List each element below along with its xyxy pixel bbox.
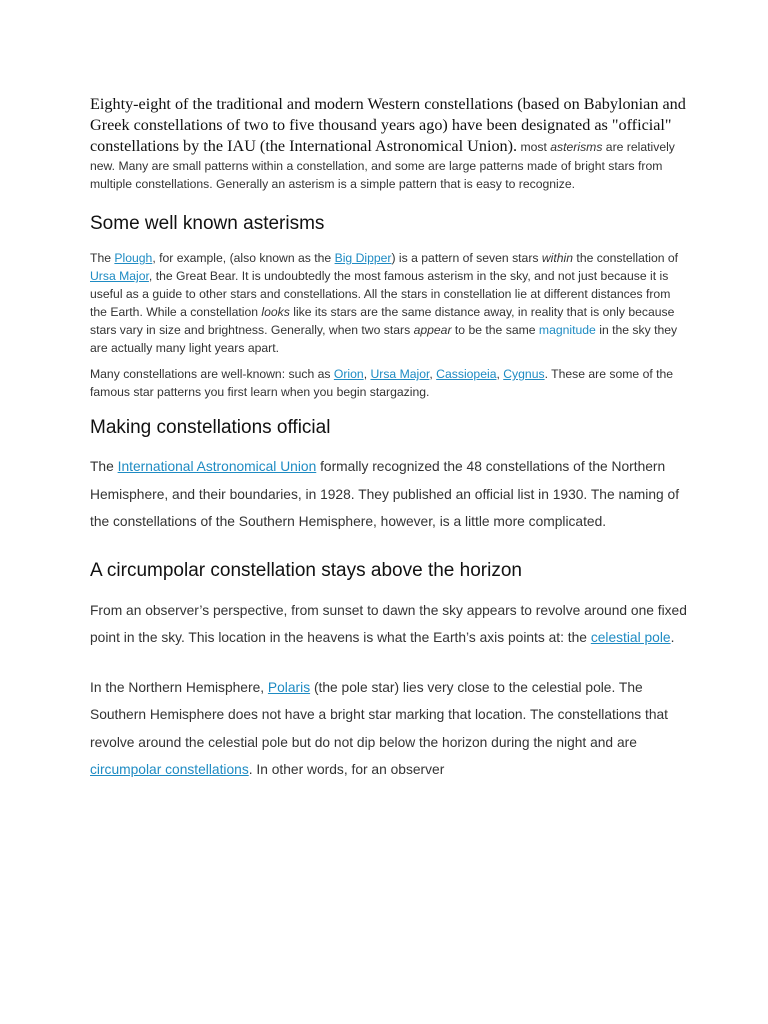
heading-circumpolar: A circumpolar constellation stays above the horizon xyxy=(90,559,522,581)
link-orion[interactable]: Orion xyxy=(333,367,364,381)
link-iau[interactable]: International Astronomical Union xyxy=(117,459,317,474)
text-run: , xyxy=(429,367,437,381)
intro-text: most xyxy=(517,140,551,154)
emphasis-within: within xyxy=(541,251,574,265)
magnitude-term: magnitude xyxy=(538,323,596,337)
link-plough[interactable]: Plough xyxy=(114,251,153,265)
famous-constellations-paragraph xyxy=(90,365,690,401)
emphasis-looks: looks xyxy=(261,305,290,319)
text-run: (the pole star) lies very close to the celestial pole. The Southern Hemisphere does not have a bright star marking that location. The constellations that revolve around the celestial pole but do not dip below the horizon during the night and are xyxy=(90,679,669,750)
link-celestial-pole[interactable]: celestial pole xyxy=(590,630,671,645)
link-cygnus[interactable]: Cygnus xyxy=(503,367,545,381)
text-run: Many constellations are well-known: such as xyxy=(90,367,334,381)
text-run: In the Northern Hemisphere, xyxy=(90,679,268,695)
text-run: ) is a pattern of seven stars xyxy=(391,251,542,265)
heading-asterisms: Some well known asterisms xyxy=(90,213,325,234)
document-page xyxy=(90,94,690,784)
text-run: The xyxy=(90,459,118,474)
text-run: . xyxy=(670,630,675,645)
link-polaris[interactable]: Polaris xyxy=(267,679,311,695)
observer-paragraph xyxy=(90,597,690,652)
emphasis-appear: appear xyxy=(413,323,452,337)
polaris-paragraph xyxy=(90,674,690,784)
text-run: , for example, (also known as the xyxy=(152,251,335,265)
text-run: , xyxy=(496,367,504,381)
text-run: , xyxy=(363,367,371,381)
text-run: to be the same xyxy=(451,323,539,337)
text-run: , the Great Bear. It is undoubtedly the most famous asterism in the sky, and not just because it is useful as a guide to other stars and constellations. All the stars in constellation lie at different distances from the Earth. While a constellation xyxy=(90,269,671,319)
link-cassiopeia[interactable]: Cassiopeia xyxy=(436,367,497,381)
text-run: From an observer’s perspective, from sunset to dawn the sky appears to revolve around one fixed point in the sky. This location in the heavens is what the Earth’s axis points at: the xyxy=(90,602,687,645)
intro-emphasis: asterisms xyxy=(550,140,603,154)
link-ursa-major[interactable]: Ursa Major xyxy=(370,367,430,381)
link-big-dipper[interactable]: Big Dipper xyxy=(334,251,392,265)
text-run: the constellation of xyxy=(573,251,679,265)
intro-paragraph xyxy=(90,94,690,193)
text-run: . In other words, for an observer xyxy=(248,762,445,777)
iau-paragraph xyxy=(90,453,690,536)
text-run: . These are some of the famous star patterns you first learn when you begin stargazing. xyxy=(90,367,674,399)
text-run: in the sky they are actually many light years apart. xyxy=(90,323,678,355)
text-run: The xyxy=(90,251,115,265)
plough-paragraph xyxy=(90,249,690,357)
intro-text: are relatively new. Many are small patterns within a constellation, and some are large patterns made of bright stars from multiple constellations. Generally an asterism is a simple pattern that is easy to recognize. xyxy=(90,140,675,191)
heading-official: Making constellations official xyxy=(90,417,331,438)
intro-lead-text: Eighty-eight of the traditional and modern Western constellations (based on Babylonian and Greek constellations of two to five thousand years ago) have been designated as "official" constellations by the IAU (the International Astronomical Union). xyxy=(90,95,686,155)
text-run: like its stars are the same distance away, in reality that is only because stars vary in size and brightness. Generally, when two stars xyxy=(90,305,675,337)
link-ursa-major[interactable]: Ursa Major xyxy=(90,269,149,283)
link-circumpolar-constellations[interactable]: circumpolar constellations xyxy=(90,762,249,777)
text-run: formally recognized the 48 constellations of the Northern Hemisphere, and their boundaries, in 1928. They published an official list in 1930. The naming of the constellations of the Southern Hemisphere, however, is a little more complicated. xyxy=(90,459,680,529)
